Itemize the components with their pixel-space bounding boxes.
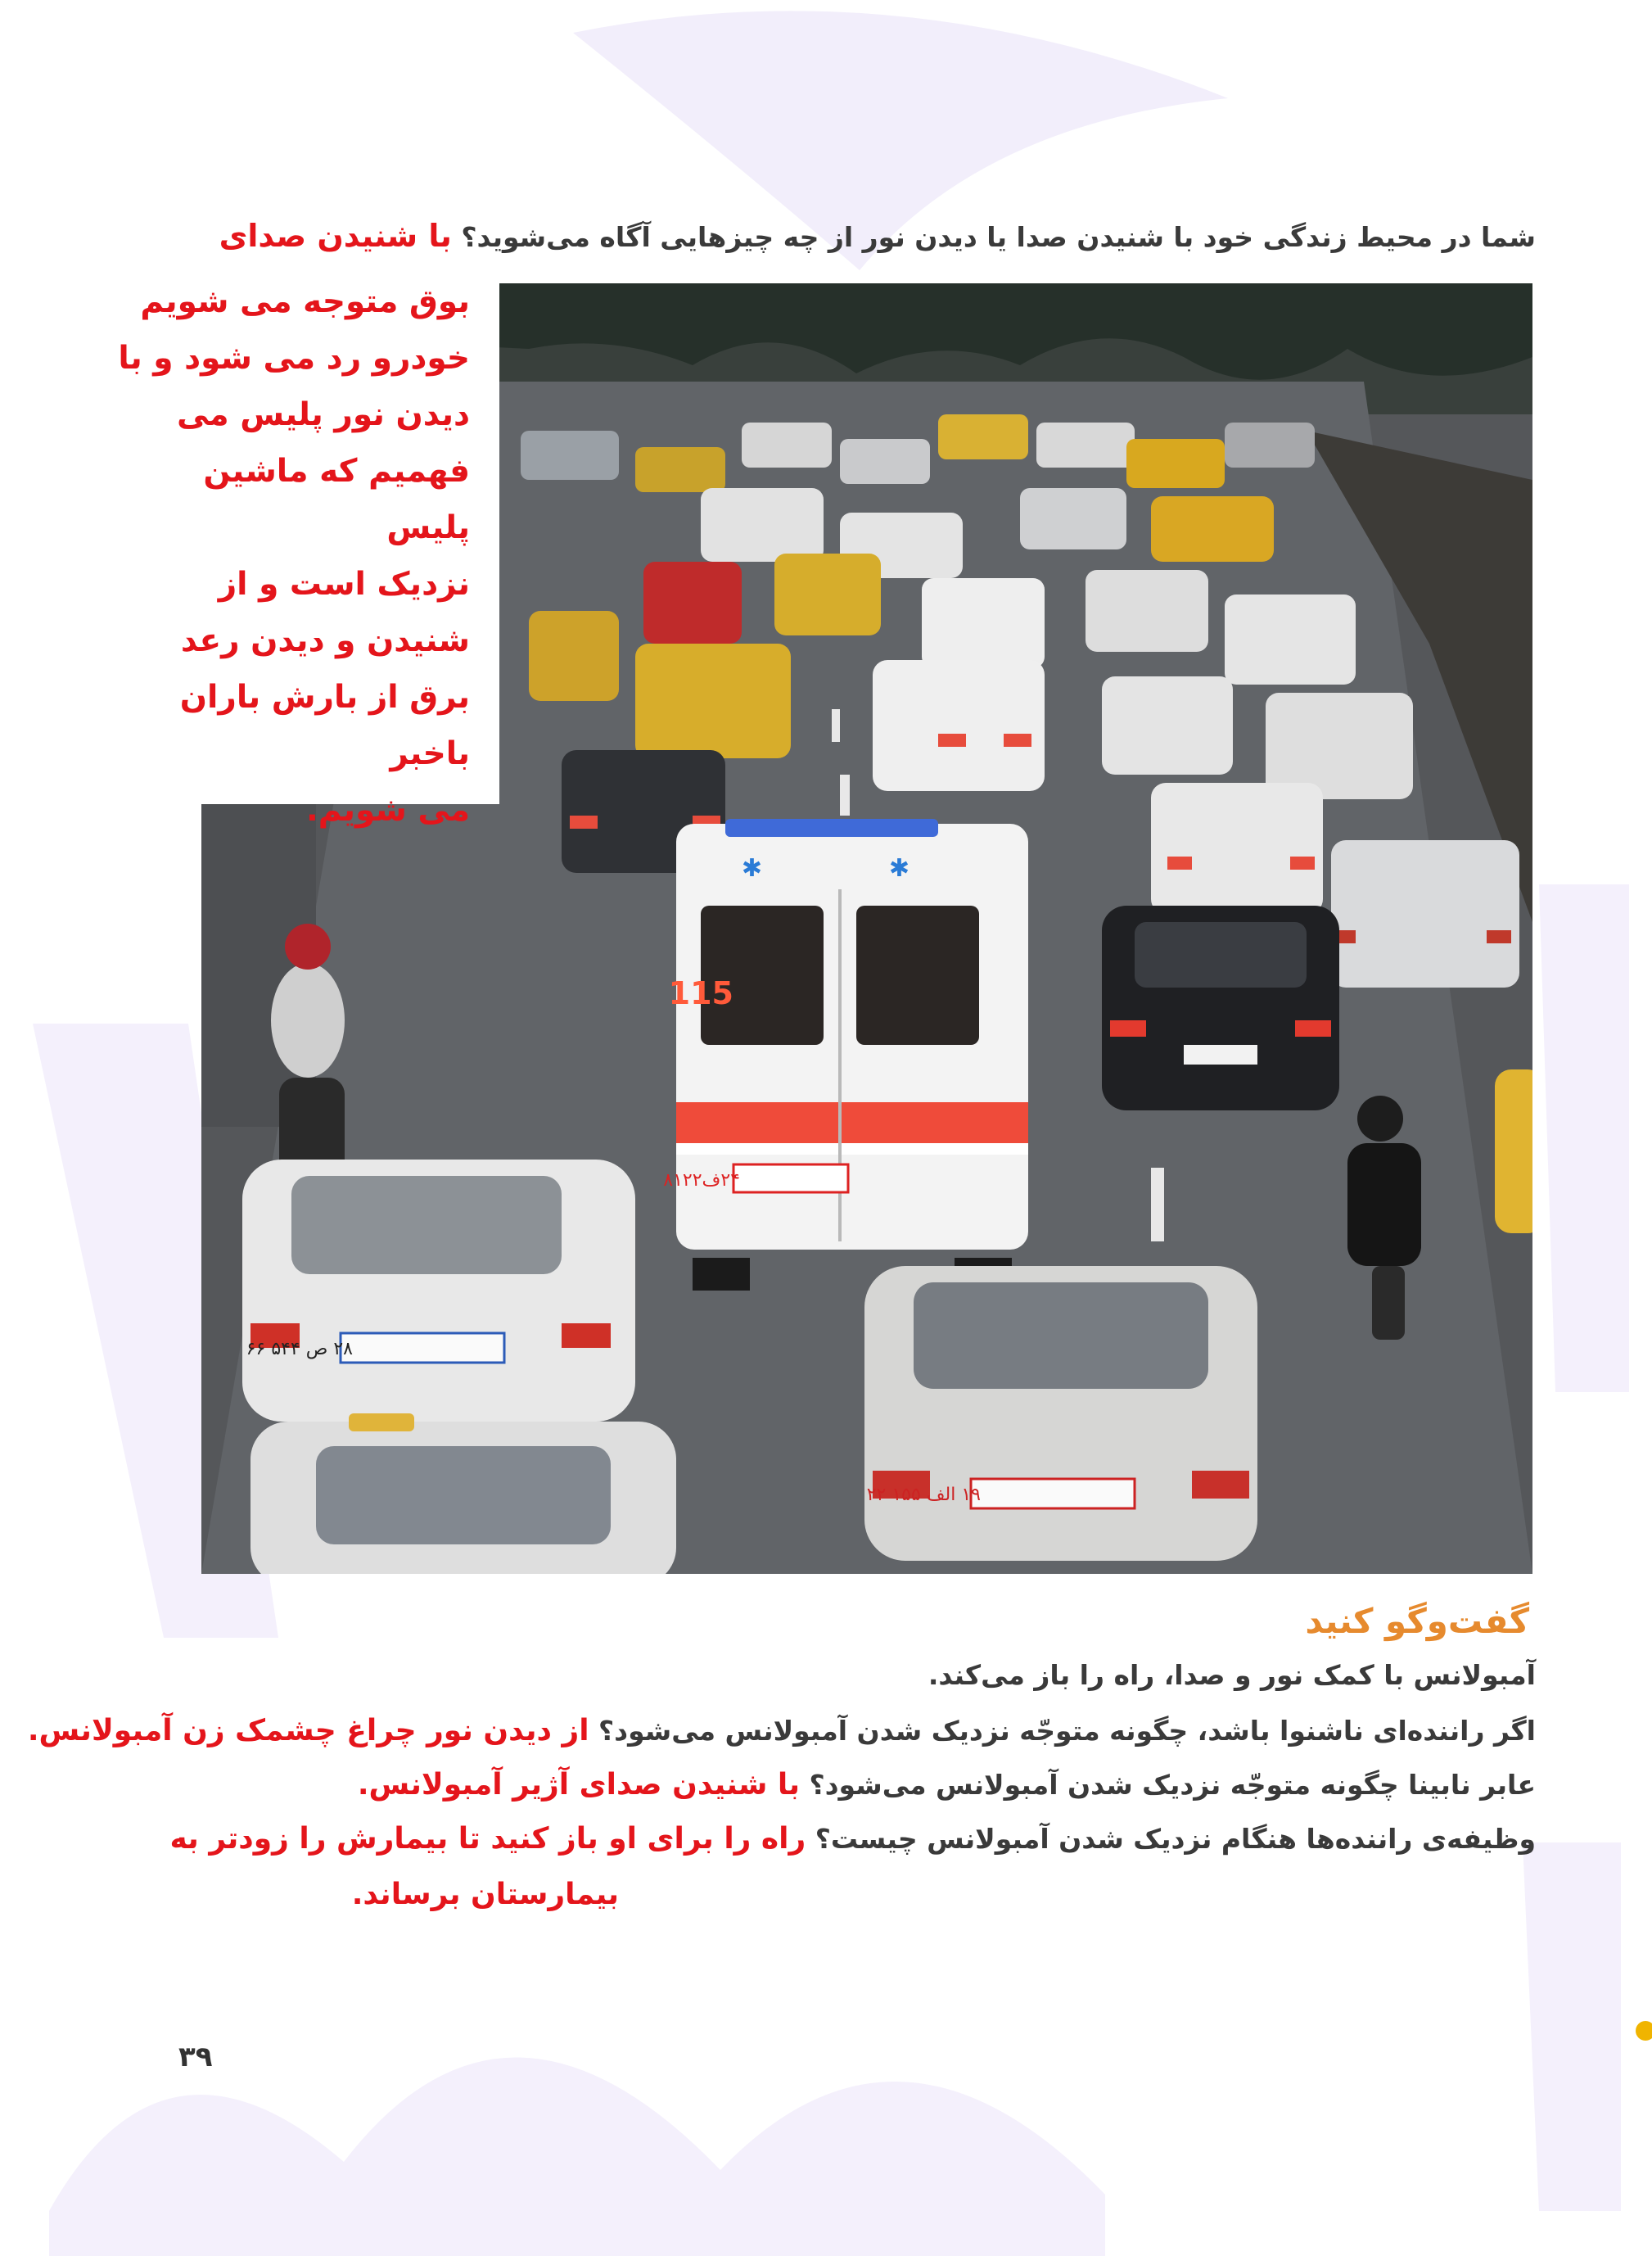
discussion-q2: عابر نابینا چگونه متوجّه نزدیک شدن آمبولانس می‌شود؟ [809,1769,1536,1801]
discussion-q3-line [169,1816,1536,1862]
svg-text:✱: ✱ [888,854,910,883]
car-plate-2: ۱۹ الف ۱۵۵ ۲۲ [866,1485,981,1505]
ambulance-number: 115 [668,975,733,1011]
discussion-a3-line2 [352,1872,619,1918]
ambulance [663,819,1028,1291]
ambulance-plate: ۲۴ف۸۱۲۲ [663,1170,740,1191]
page-number: ۳۹ [178,2041,213,2073]
car-plate-1: ۲۸ ص ۵۴۴ ۶۶ [246,1339,353,1359]
section-title: گفت‌وگو کنید [1305,1601,1529,1641]
discussion-q1-line [28,1708,1536,1754]
discussion-a1: از دیدن نور چراغ چشمک زن آمبولانس. [27,1714,589,1747]
question-text: شما در محیط زندگی خود با شنیدن صدا یا دیدن نور از چه چیزهایی آگاه می‌شوید؟ [461,221,1536,253]
answer-box-text [110,274,470,839]
answer-line: خودرو رد می شود و با [118,340,470,377]
discussion-a3-part1: راه را برای او باز کنید تا بیمارش را زودتر به [169,1822,806,1856]
discussion-a2: با شنیدن صدای آژیر آمبولانس. [357,1768,800,1802]
answer-line: بوق متوجه می شویم [140,283,470,320]
svg-text:✱: ✱ [741,854,762,883]
answer-start: با شنیدن صدای [219,218,452,254]
answer-box [118,272,499,829]
answer-line: فهمیم که ماشین پلیس [203,453,470,546]
discussion-q1: اگر راننده‌ای ناشنوا باشد، چگونه متوجّه نزدیک شدن آمبولانس می‌شود؟ [598,1715,1536,1747]
question-line [95,215,1536,259]
answer-line: شنیدن و دیدن رعد [180,622,470,659]
answer-line: نزدیک است و از [218,566,470,603]
answer-line: می شویم. [305,792,470,829]
answer-line: برق از بارش باران باخبر [179,679,470,772]
answer-line: دیدن نور پلیس می [177,396,470,433]
discussion-q2-line [358,1762,1536,1808]
discussion-q3: وظیفه‌ی راننده‌ها هنگام نزدیک شدن آمبولانس چیست؟ [815,1823,1536,1855]
discussion-intro: آمبولانس با کمک نور و صدا، راه را باز می‌کند. [928,1659,1536,1691]
discussion-a3-part2: بیمارستان برساند. [351,1878,619,1911]
